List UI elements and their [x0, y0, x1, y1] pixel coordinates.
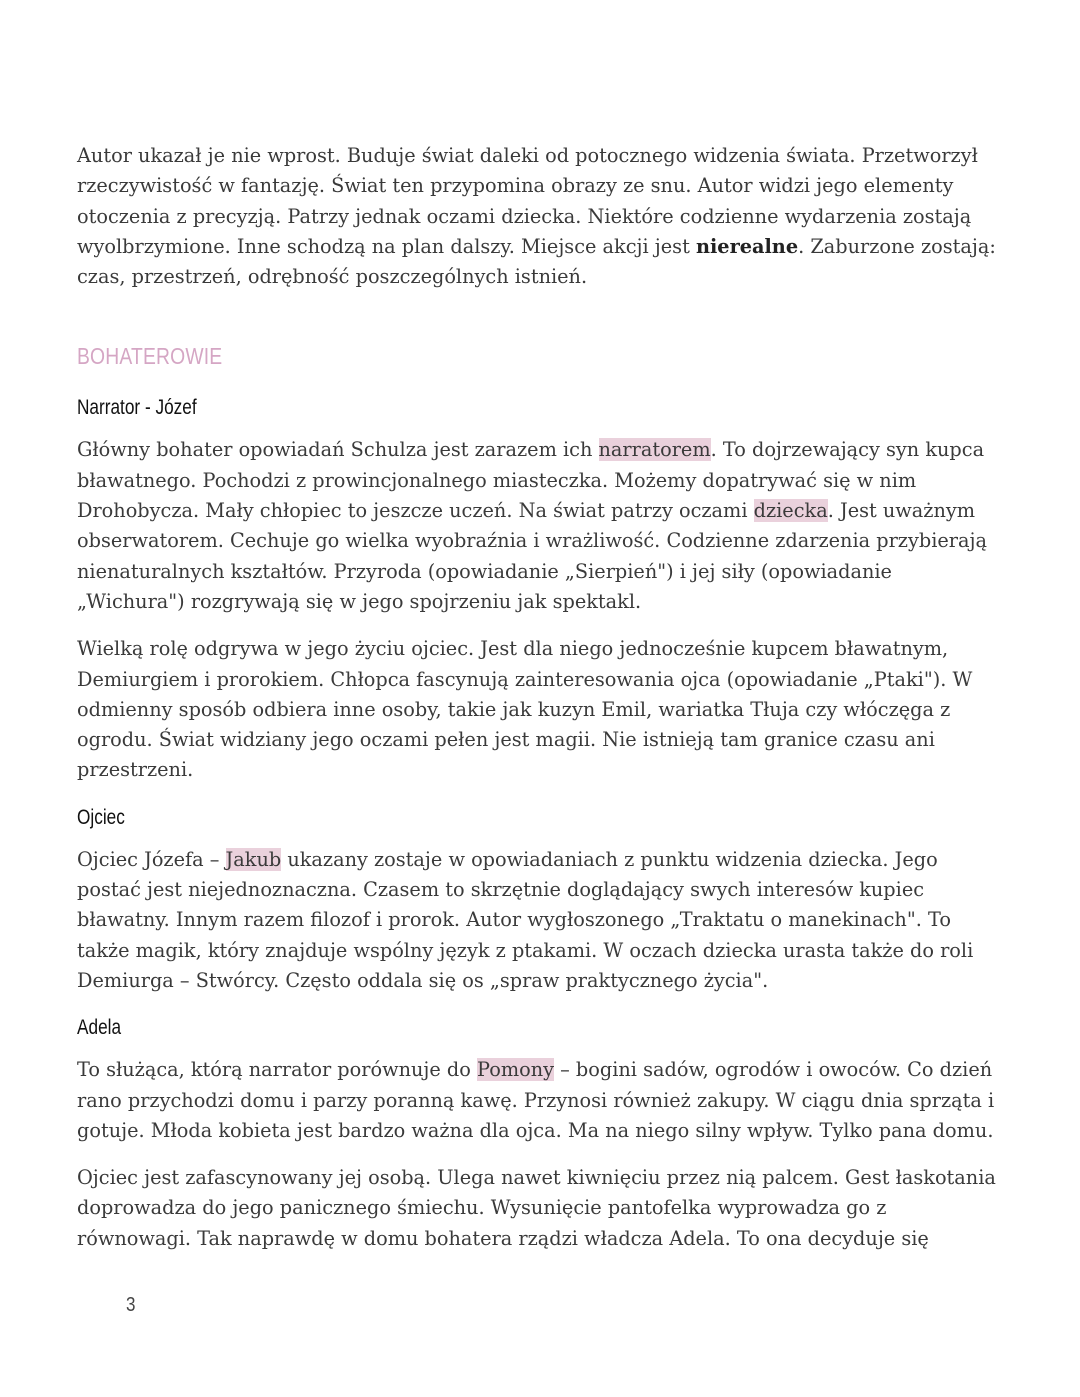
paragraph-text: – bogini sadów, ogrodów i owoców. Co dzień rano przychodzi domu i parzy poranną kawę. Przynosi również zakupy. W ciągu dnia sprząta i gotuje. Młoda kobieta jest bardzo ważna dla ojca. Ma na niego silny wpływ. Tylko pana domu. [77, 1058, 995, 1142]
narrator-paragraph-2: Wielką rolę odgrywa w jego życiu ojciec. Jest dla niego jednocześnie kupcem bławatnym, Demiurgiem i prorokiem. Chłopca fascynują zainteresowania ojca (opowiadanie „Ptaki"). W odmienny sposób odbiera inne osoby, takie jak kuzyn Emil, wariatka Tłuja czy włóczęga z ogrodu. Świat widziany jego oczami pełen jest magii. Nie istnieją tam granice czasu ani przestrzeni. [77, 637, 973, 782]
intro-text-end: . Zaburzone zostają: czas, przestrzeń, odrębność poszczególnych istnień. [77, 234, 996, 289]
paragraph-text: . To dojrzewający syn kupca bławatnego. Pochodzi z prowincjonalnego miasteczka. Możemy dopatrywać się w nim Drohobycza. Mały chłopiec to jeszcze uczeń. Na świat patrzy oczami [77, 438, 985, 523]
page-content [77, 141, 997, 1271]
adela-heading: Adela [77, 1016, 122, 1040]
paragraph-text: Ojciec Józefa – [77, 847, 226, 871]
paragraph-text: . Jest uważnym obserwatorem. Cechuje go wielka wyobraźnia i wrażliwość. Codzienne zdarzenia przybierają nienaturalnych kształtów. Przyroda (opowiadanie „Sierpień") i jej siły (opowiadanie „Wichura") rozgrywają się w jego spojrzeniu jak spektakl. [77, 499, 987, 613]
intro-paragraph [77, 141, 997, 292]
highlight-jakub: Jakub [225, 847, 282, 871]
father-heading: Ojciec [77, 805, 125, 829]
section-title: BOHATEROWIE [77, 343, 223, 370]
highlight-pomony: Pomony [477, 1058, 555, 1082]
father-paragraph [77, 845, 997, 996]
page-number: 3 [126, 1294, 136, 1316]
adela-paragraph-2: Ojciec jest zafascynowany jej osobą. Ulega nawet kiwnięciu przez nią palcem. Gest łaskotania doprowadza do jego panicznego śmiechu. Wysunięcie pantofelka wyprowadza go z równowagi. Tak naprawdę w domu bohatera rządzi władcza Adela. To ona decyduje się [77, 1166, 996, 1250]
adela-paragraph-1 [77, 1055, 997, 1146]
highlight-narratorem: narratorem [598, 438, 711, 462]
intro-bold-word: nierealne [695, 234, 799, 258]
narrator-paragraph-1 [77, 435, 997, 617]
paragraph-text: To służąca, którą narrator porównuje do [77, 1058, 478, 1082]
paragraph-text: ukazany zostaje w opowiadaniach z punktu widzenia dziecka. Jego postać jest niejednoznaczna. Czasem to skrzętnie doglądający swych interesów kupiec bławatny. Innym razem filozof i prorok. Autor wygłoszonego „Traktatu o manekinach". To także magik, który znajduje wspólny język z ptakami. W oczach dziecka urasta także do roli Demiurga – Stwórcy. Często oddala się os „spraw praktycznego życia". [77, 847, 974, 992]
highlight-dziecka: dziecka [753, 499, 828, 523]
intro-text: Autor ukazał je nie wprost. Buduje świat daleki od potocznego widzenia świata. Przetworzył rzeczywistość w fantazję. Świat ten przypomina obrazy ze snu. Autor widzi jego elementy otoczenia z precyzją. Patrzy jednak oczami dziecka. Niektóre codzienne wydarzenia zostają wyolbrzymione. Inne schodzą na plan dalszy. Miejsce akcji jest [77, 144, 978, 258]
narrator-heading: Narrator - Józef [77, 396, 197, 420]
paragraph-text: Główny bohater opowiadań Schulza jest zarazem ich [77, 438, 599, 462]
